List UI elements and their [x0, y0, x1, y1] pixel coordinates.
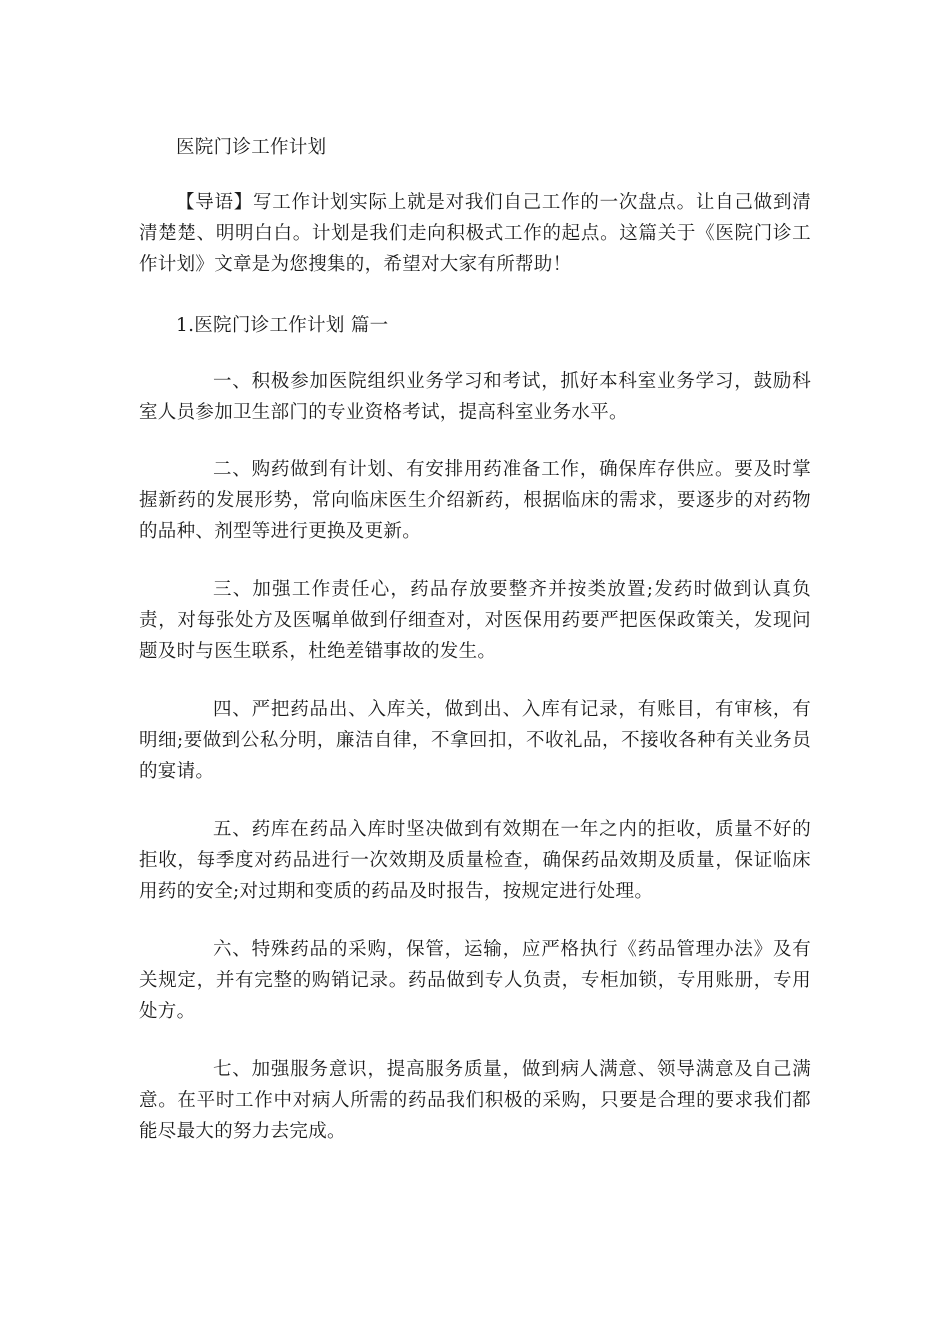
paragraph-5: 五、药库在药品入库时坚决做到有效期在一年之内的拒收，质量不好的拒收，每季度对药品进行一次效期及质量检查，确保药品效期及质量，保证临床用药的安全;对过期和变质的药品及时报告，按规定进行处理。 — [139, 819, 811, 902]
paragraph-4: 四、严把药品出、入库关，做到出、入库有记录，有账目，有审核，有明细;要做到公私分明，廉洁自律，不拿回扣，不收礼品，不接收各种有关业务员的宴请。 — [139, 699, 811, 782]
document-title: 医院门诊工作计划 — [176, 137, 327, 158]
section-heading: 1.医院门诊工作计划 篇一 — [176, 315, 389, 336]
paragraph-2: 二、购药做到有计划、有安排用药准备工作，确保库存供应。要及时掌握新药的发展形势，常向临床医生介绍新药，根据临床的需求，要逐步的对药物的品种、剂型等进行更换及更新。 — [139, 459, 811, 542]
paragraph-7: 七、加强服务意识，提高服务质量，做到病人满意、领导满意及自己满意。在平时工作中对病人所需的药品我们积极的采购，只要是合理的要求我们都能尽最大的努力去完成。 — [139, 1059, 811, 1142]
intro-paragraph: 【导语】写工作计划实际上就是对我们自己工作的一次盘点。让自己做到清清楚楚、明明白白。计划是我们走向积极式工作的起点。这篇关于《医院门诊工作计划》文章是为您搜集的，希望对大家有所帮助！ — [139, 192, 811, 275]
paragraph-6: 六、特殊药品的采购，保管，运输，应严格执行《药品管理办法》及有关规定，并有完整的购销记录。药品做到专人负责，专柜加锁，专用账册，专用处方。 — [139, 939, 811, 1022]
paragraph-1: 一、积极参加医院组织业务学习和考试，抓好本科室业务学习，鼓励科室人员参加卫生部门的专业资格考试，提高科室业务水平。 — [139, 371, 811, 423]
paragraph-3: 三、加强工作责任心，药品存放要整齐并按类放置;发药时做到认真负责，对每张处方及医嘱单做到仔细查对，对医保用药要严把医保政策关，发现问题及时与医生联系，杜绝差错事故的发生。 — [139, 579, 811, 662]
